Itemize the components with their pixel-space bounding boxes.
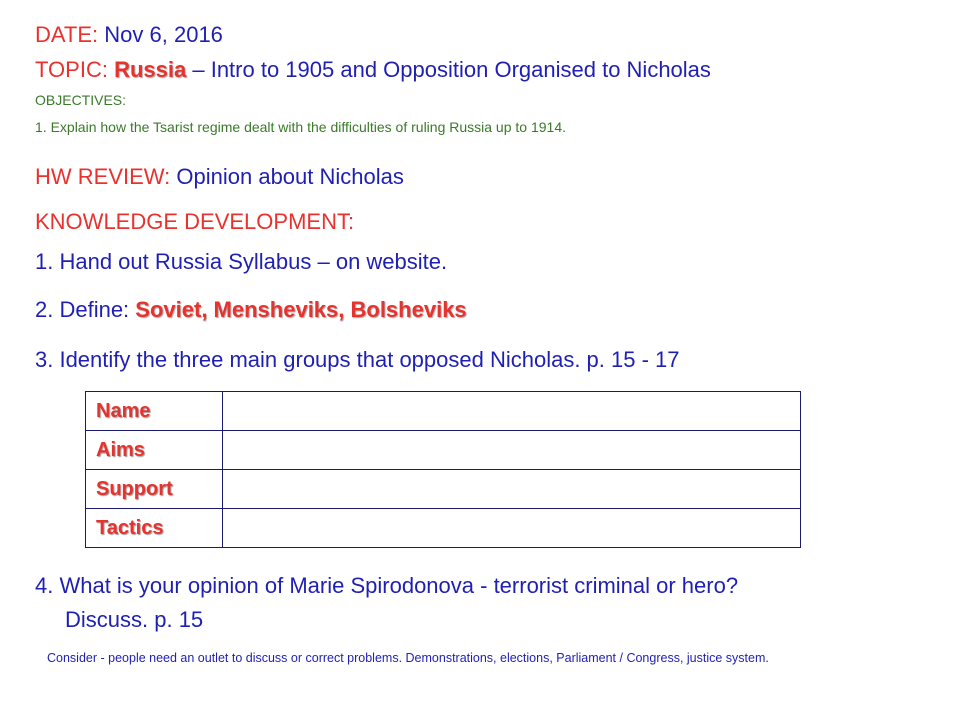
- row-label-cell: [86, 470, 223, 509]
- date-value: Nov 6, 2016: [104, 22, 223, 47]
- objectives-label: OBJECTIVES:: [35, 92, 127, 108]
- knowledge-development-label: KNOWLEDGE DEVELOPMENT:: [35, 209, 355, 234]
- topic-line: [35, 57, 711, 83]
- consider-note: Consider - people need an outlet to discuss or correct problems. Demonstrations, elections, Parliament / Congress, justice system.: [47, 651, 769, 665]
- row-label-aims: Aims: [96, 438, 145, 461]
- topic-highlight: Russia: [114, 57, 187, 82]
- row-label-cell: [86, 431, 223, 470]
- step-2-prefix: 2. Define:: [35, 297, 130, 322]
- hw-review-line: [35, 164, 404, 190]
- step-1: 1. Hand out Russia Syllabus – on website.: [35, 249, 448, 274]
- row-label-cell: [86, 392, 223, 431]
- table-row: [86, 431, 801, 470]
- hw-review-label: HW REVIEW:: [35, 164, 171, 189]
- row-value-cell[interactable]: [223, 509, 801, 548]
- row-label-cell: [86, 509, 223, 548]
- step-3: 3. Identify the three main groups that opposed Nicholas. p. 15 - 17: [35, 347, 680, 372]
- row-value-cell[interactable]: [223, 431, 801, 470]
- table-row: [86, 470, 801, 509]
- step-4-continued: Discuss. p. 15: [65, 607, 204, 632]
- date-line: [35, 22, 223, 48]
- table-row: [86, 509, 801, 548]
- row-label-tactics: Tactics: [96, 516, 164, 539]
- row-value-cell[interactable]: [223, 470, 801, 509]
- topic-text: – Intro to 1905 and Opposition Organised to Nicholas: [192, 57, 711, 82]
- table-row: [86, 392, 801, 431]
- row-label-name: Name: [96, 399, 151, 422]
- step-4: 4. What is your opinion of Marie Spirodonova - terrorist criminal or hero?: [35, 573, 739, 598]
- step-2-terms: Soviet, Mensheviks, Bolsheviks: [135, 297, 467, 322]
- row-value-cell[interactable]: [223, 392, 801, 431]
- objective-item: 1. Explain how the Tsarist regime dealt with the difficulties of ruling Russia up to 1914.: [35, 119, 566, 135]
- step-2: [35, 297, 467, 323]
- opposition-groups-table: [85, 391, 801, 548]
- row-label-support: Support: [96, 477, 173, 500]
- date-label: DATE:: [35, 22, 99, 47]
- hw-review-value: Opinion about Nicholas: [176, 164, 404, 189]
- topic-label: TOPIC:: [35, 57, 108, 82]
